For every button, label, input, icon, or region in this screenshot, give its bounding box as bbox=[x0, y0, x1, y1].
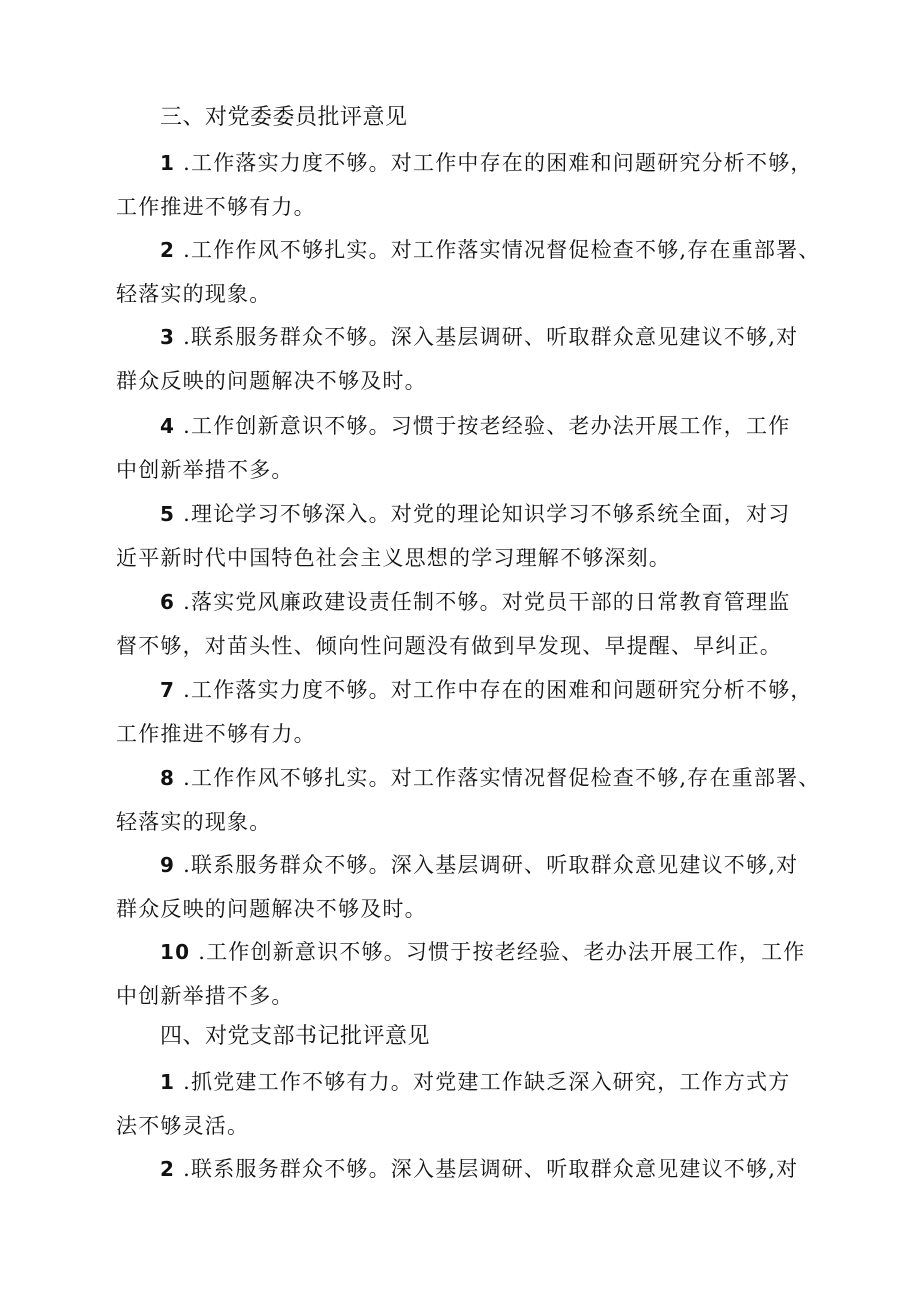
item-number: 6 bbox=[160, 590, 176, 614]
item-text-line1: .抓党建工作不够有力。对党建工作缺乏深入研究，工作方式方 bbox=[183, 1070, 791, 1094]
item-number: 10 bbox=[160, 940, 191, 964]
item-text-line1: .联系服务群众不够。深入基层调研、听取群众意见建议不够,对 bbox=[183, 1157, 799, 1181]
item-number: 2 bbox=[160, 1157, 176, 1181]
section-3-item-4 bbox=[116, 404, 836, 492]
item-text-line1: .联系服务群众不够。深入基层调研、听取群众意见建议不够,对 bbox=[183, 853, 799, 877]
item-text-line2: 中创新举措不多。 bbox=[116, 984, 294, 1008]
item-text-line2: 中创新举措不多。 bbox=[116, 458, 294, 482]
item-text-line1: .落实党风廉政建设责任制不够。对党员干部的日常教育管理监 bbox=[183, 590, 791, 614]
section-3-item-6 bbox=[116, 580, 836, 668]
item-text-line2: 群众反映的问题解决不够及时。 bbox=[116, 897, 427, 921]
item-text-line1: .工作落实力度不够。对工作中存在的困难和问题研究分析不够， bbox=[183, 151, 813, 175]
section-3-item-3 bbox=[116, 315, 836, 403]
section-3-item-7 bbox=[116, 668, 836, 756]
item-text-line2: 群众反映的问题解决不够及时。 bbox=[116, 369, 427, 393]
section-4-title: 四、对党支部书记批评意见 bbox=[160, 1024, 431, 1049]
item-number: 8 bbox=[160, 766, 176, 790]
section-3-item-5 bbox=[116, 492, 836, 580]
section-3-item-8 bbox=[116, 756, 836, 844]
item-number: 1 bbox=[160, 151, 176, 175]
section-3-item-2 bbox=[116, 228, 836, 316]
item-text-line2: 轻落实的现象。 bbox=[116, 810, 272, 834]
item-text-line2: 法不够灵活。 bbox=[116, 1114, 250, 1138]
item-text-line2: 工作推进不够有力。 bbox=[116, 195, 316, 219]
item-text-line2: 督不够，对苗头性、倾向性问题没有做到早发现、早提醒、早纠正。 bbox=[116, 634, 782, 658]
item-text-line2: 近平新时代中国特色社会主义思想的学习理解不够深刻。 bbox=[116, 546, 671, 570]
item-number: 7 bbox=[160, 678, 176, 702]
item-text-line2: 工作推进不够有力。 bbox=[116, 722, 316, 746]
section-3-title: 三、对党委委员批评意见 bbox=[160, 105, 408, 130]
item-number: 1 bbox=[160, 1070, 176, 1094]
item-number: 2 bbox=[160, 238, 176, 262]
section-3-item-10 bbox=[116, 930, 836, 1018]
item-text-line2: 轻落实的现象。 bbox=[116, 282, 272, 306]
section-4-item-1 bbox=[116, 1060, 836, 1148]
item-text-line1: .工作作风不够扎实。对工作落实情况督促检查不够,存在重部署、 bbox=[183, 766, 821, 790]
item-text-line1: .工作创新意识不够。习惯于按老经验、老办法开展工作，工作 bbox=[183, 414, 791, 438]
item-number: 9 bbox=[160, 853, 176, 877]
item-number: 3 bbox=[160, 325, 176, 349]
section-3-item-9 bbox=[116, 843, 836, 931]
item-number: 5 bbox=[160, 502, 176, 526]
item-text-line1: .工作落实力度不够。对工作中存在的困难和问题研究分析不够， bbox=[183, 678, 813, 702]
section-3-item-1 bbox=[116, 141, 836, 229]
section-4-item-2 bbox=[116, 1147, 836, 1191]
item-text-line1: .联系服务群众不够。深入基层调研、听取群众意见建议不够,对 bbox=[183, 325, 799, 349]
item-number: 4 bbox=[160, 414, 176, 438]
item-text-line1: .工作创新意识不够。习惯于按老经验、老办法开展工作，工作 bbox=[198, 940, 806, 964]
item-text-line1: .理论学习不够深入。对党的理论知识学习不够系统全面，对习 bbox=[183, 502, 791, 526]
item-text-line1: .工作作风不够扎实。对工作落实情况督促检查不够,存在重部署、 bbox=[183, 238, 821, 262]
